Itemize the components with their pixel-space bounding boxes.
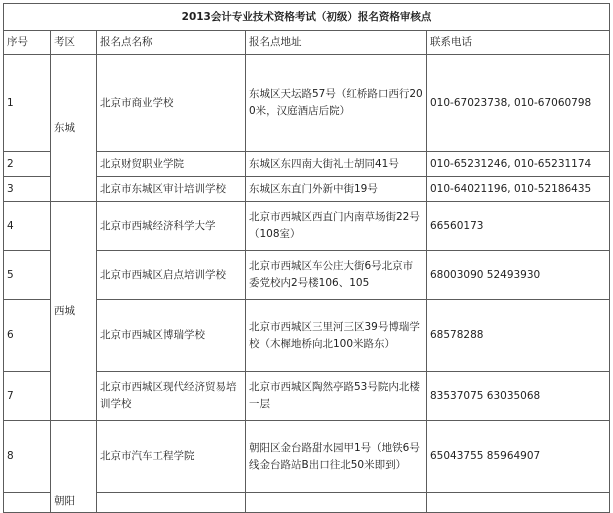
row-address: 北京市西城区陶然亭路53号院内北楼一层 [246,372,427,421]
row-name: 北京市东城区审计培训学校 [97,177,246,202]
exam-registration-table [3,3,610,513]
row-phone: 010-65231246, 010-65231174 [427,152,610,177]
row-name: 北京市西城区现代经济贸易培训学校 [97,372,246,421]
row-phone: 010-67023738, 010-67060798 [427,55,610,152]
header-name: 报名点名称 [97,31,246,55]
row-seq: 2 [4,152,51,177]
row-name: 北京市西城区博瑞学校 [97,300,246,372]
row-address: 东城区天坛路57号（红桥路口西行200米，汉庭酒店后院） [246,55,427,152]
district-chaoyang: 朝阳 [51,421,97,513]
row-seq-empty [4,493,51,513]
district-dongcheng: 东城 [51,55,97,202]
row-phone: 68578288 [427,300,610,372]
row-seq: 3 [4,177,51,202]
header-address: 报名点地址 [246,31,427,55]
row-phone: 83537075 63035068 [427,372,610,421]
header-district: 考区 [51,31,97,55]
row-address: 朝阳区金台路甜水园甲1号（地铁6号线金台路站B出口往北50米即到） [246,421,427,493]
header-phone: 联系电话 [427,31,610,55]
row-address: 北京市西城区车公庄大街6号北京市委党校内2号楼106、105 [246,251,427,300]
row-name: 北京市西城经济科学大学 [97,202,246,251]
row-phone: 66560173 [427,202,610,251]
row-address: 东城区东直门外新中街19号 [246,177,427,202]
district-xicheng: 西城 [51,202,97,421]
row-seq: 6 [4,300,51,372]
row-address: 北京市西城区西直门内南草场街22号（108室） [246,202,427,251]
header-seq: 序号 [4,31,51,55]
table-row [4,202,610,251]
row-seq: 4 [4,202,51,251]
title-row [4,4,610,31]
row-address-empty [246,493,427,513]
table-row [4,55,610,152]
row-seq: 7 [4,372,51,421]
row-phone: 68003090 52493930 [427,251,610,300]
row-address: 东城区东四南大街礼士胡同41号 [246,152,427,177]
row-name: 北京财贸职业学院 [97,152,246,177]
row-phone: 010-64021196, 010-52186435 [427,177,610,202]
row-name: 北京市商业学校 [97,55,246,152]
row-name: 北京市西城区启点培训学校 [97,251,246,300]
row-address: 北京市西城区三里河三区39号博瑞学校（木樨地桥向北100米路东） [246,300,427,372]
row-name-empty [97,493,246,513]
row-seq: 5 [4,251,51,300]
row-name: 北京市汽车工程学院 [97,421,246,493]
header-row [4,31,610,55]
row-phone-empty [427,493,610,513]
table-row [4,421,610,493]
row-phone: 65043755 85964907 [427,421,610,493]
row-seq: 8 [4,421,51,493]
row-seq: 1 [4,55,51,152]
table-title: 2013会计专业技术资格考试（初级）报名资格审核点 [4,4,610,31]
